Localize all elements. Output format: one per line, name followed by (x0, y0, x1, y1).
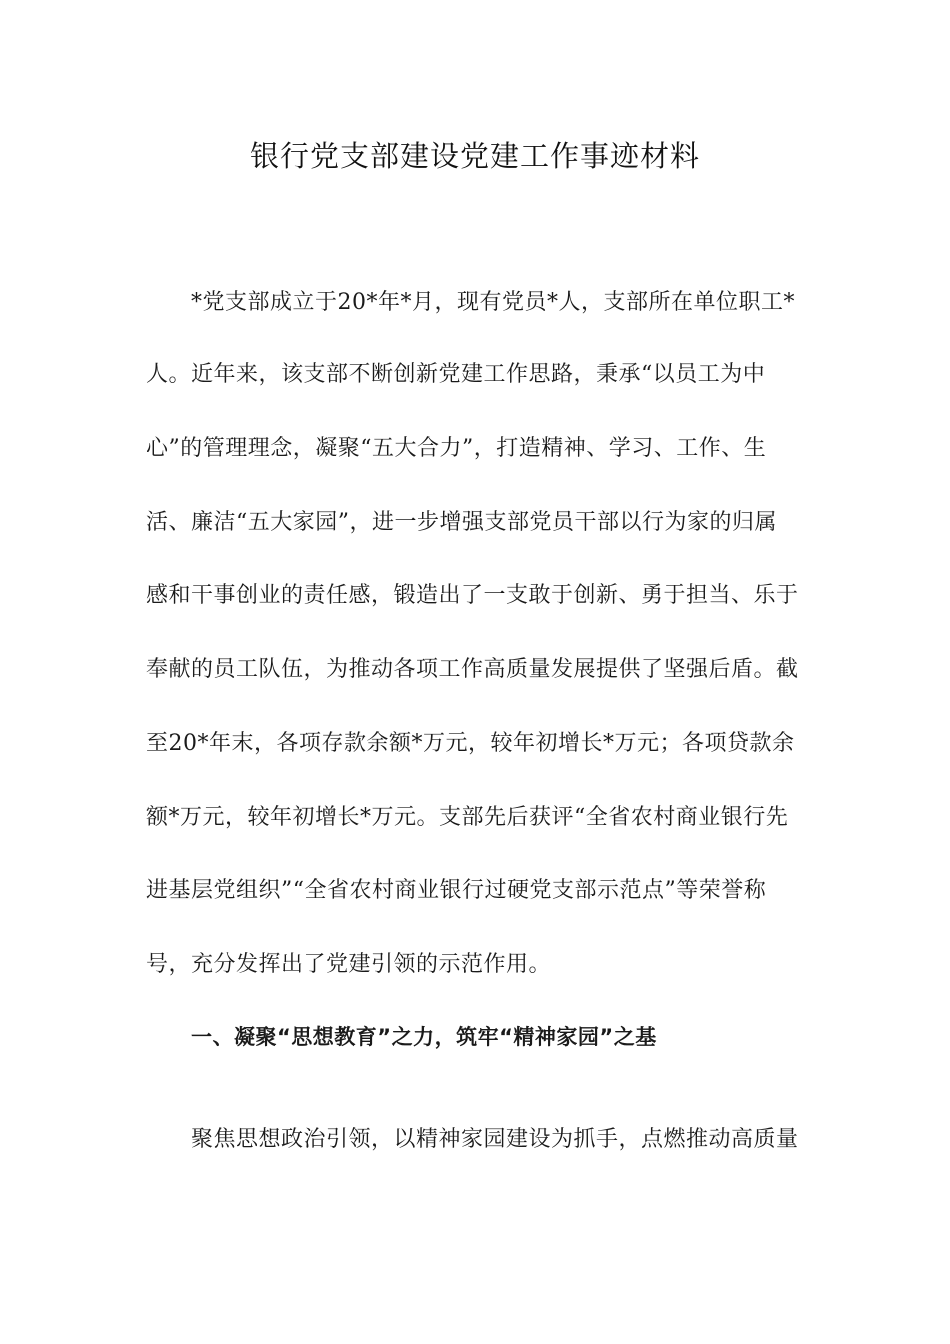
intro-paragraph-line: 活、廉洁“五大家园”，进一步增强支部党员干部以行为家的归属 (146, 510, 777, 535)
section-paragraph-line: 聚焦思想政治引领，以精神家园建设为抓手，点燃推动高质量 (191, 1127, 799, 1152)
intro-paragraph-line: 额*万元，较年初增长*万元。支部先后获评“全省农村商业银行先 (146, 805, 789, 830)
intro-paragraph-line: 进基层党组织”“全省农村商业银行过硬党支部示范点”等荣誉称 (146, 878, 767, 903)
intro-paragraph-line: 至20*年末，各项存款余额*万元，较年初增长*万元；各项贷款余 (146, 731, 795, 756)
intro-paragraph-line: 心”的管理理念，凝聚“五大合力”，打造精神、学习、工作、生 (146, 436, 767, 461)
intro-paragraph-line: 人。近年来，该支部不断创新党建工作思路，秉承“以员工为中 (146, 362, 766, 387)
intro-paragraph-line: 感和干事创业的责任感，锻造出了一支敢于创新、勇于担当、乐于 (146, 583, 799, 608)
intro-paragraph-line: 奉献的员工队伍，为推动各项工作高质量发展提供了坚强后盾。截 (146, 657, 799, 682)
section-heading: 一、凝聚“思想教育”之力，筑牢“精神家园”之基 (191, 1025, 657, 1049)
intro-paragraph-line: *党支部成立于20*年*月，现有党员*人，支部所在单位职工* (191, 290, 795, 315)
intro-paragraph-line: 号，充分发挥出了党建引领的示范作用。 (146, 952, 552, 977)
document-title: 银行党支部建设党建工作事迹材料 (249, 139, 700, 173)
